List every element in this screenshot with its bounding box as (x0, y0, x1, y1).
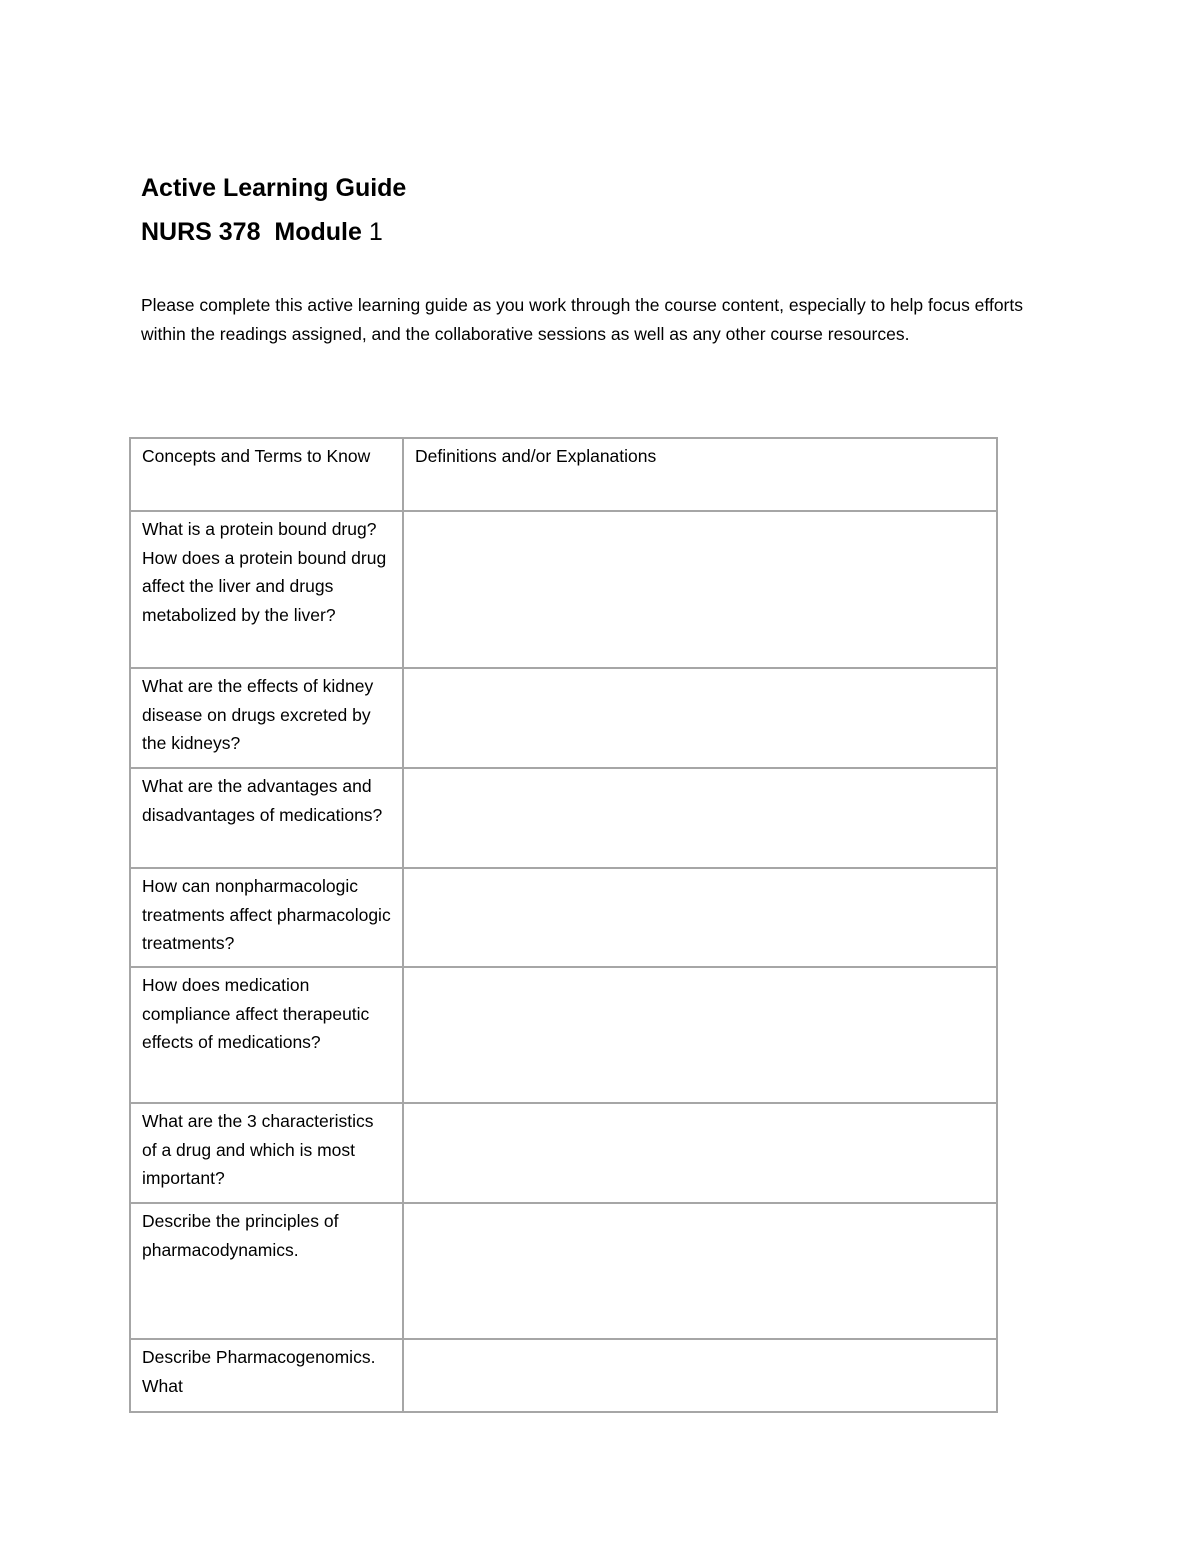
course-code: NURS 378 (141, 218, 261, 246)
learning-guide-table (129, 437, 998, 1413)
intro-paragraph: Please complete this active learning guide as you work through the course content, especially to help focus efforts within the readings assigned, and the collaborative sessions as well as any other course resources. (141, 295, 1023, 345)
question-cell: Describe Pharmacogenomics. What (130, 1339, 403, 1412)
question-cell: What is a protein bound drug? How does a protein bound drug affect the liver and drugs metabolized by the liver? (130, 511, 403, 668)
answer-cell[interactable] (403, 1203, 997, 1339)
question-cell: Describe the principles of pharmacodynamics. (130, 1203, 403, 1339)
answer-cell[interactable] (403, 668, 997, 768)
answer-cell[interactable] (403, 868, 997, 967)
table-row (130, 1103, 997, 1203)
table-header-row (130, 438, 997, 511)
module-heading (141, 210, 406, 254)
module-number: 1 (368, 218, 383, 246)
answer-cell[interactable] (403, 768, 997, 868)
question-cell: What are the effects of kidney disease on drugs excreted by the kidneys? (130, 668, 403, 768)
answer-cell[interactable] (403, 967, 997, 1103)
title-text: Active Learning Guide (141, 174, 407, 202)
answer-cell[interactable] (403, 511, 997, 668)
title-block (141, 166, 406, 254)
table-row (130, 668, 997, 768)
question-cell: How can nonpharmacologic treatments affect pharmacologic treatments? (130, 868, 403, 967)
header-concepts: Concepts and Terms to Know (130, 438, 403, 511)
question-cell: What are the advantages and disadvantages of medications? (130, 768, 403, 868)
question-cell: What are the 3 characteristics of a drug and which is most important? (130, 1103, 403, 1203)
module-label: Module (274, 218, 362, 246)
table-row (130, 868, 997, 967)
table-row (130, 768, 997, 868)
table-row (130, 1339, 997, 1412)
answer-cell[interactable] (403, 1339, 997, 1412)
table-row (130, 967, 997, 1103)
header-definitions: Definitions and/or Explanations (403, 438, 997, 511)
answer-cell[interactable] (403, 1103, 997, 1203)
question-cell: How does medication compliance affect therapeutic effects of medications? (130, 967, 403, 1103)
table-row (130, 511, 997, 668)
table-row (130, 1203, 997, 1339)
document-title (141, 166, 406, 210)
